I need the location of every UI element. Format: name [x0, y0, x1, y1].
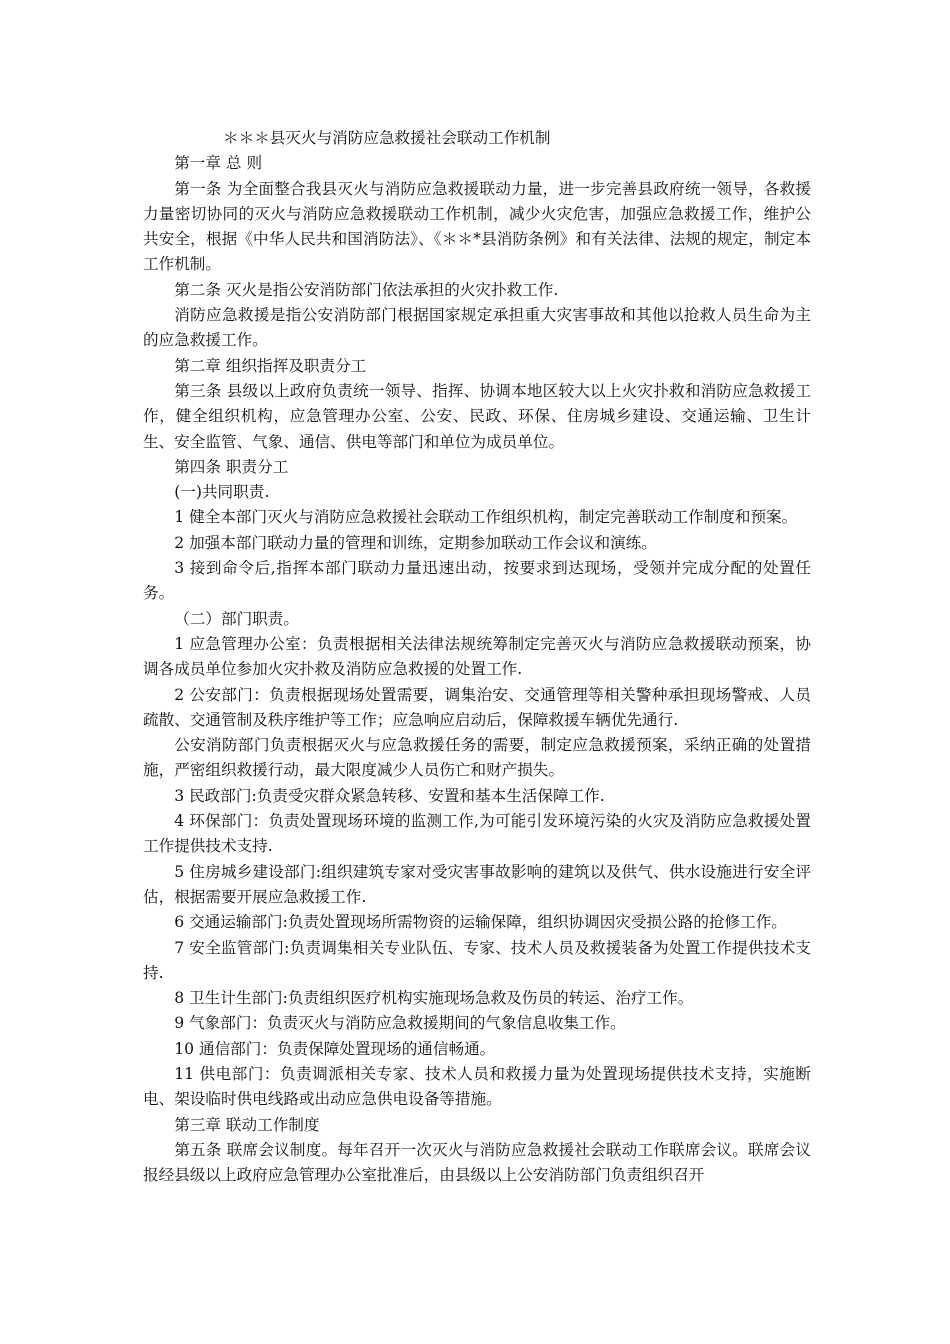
- dept-duty-environment: 4 环保部门：负责处置现场环境的监测工作,为可能引发环境污染的火灾及消防应急救援处置工作提供技术支持.: [143, 812, 811, 856]
- section-common-duties: (一)共同职责.: [174, 483, 270, 502]
- common-duty-2: 2 加强本部门联动力量的管理和训练，定期参加联动工作会议和演练。: [174, 533, 657, 552]
- dept-duty-fire-department: 公安消防部门负责根据灭火与应急救援任务的需要，制定应急救援预案，采纳正确的处置措施，严密组织救援行动，最大限度减少人员伤亡和财产损失。: [143, 736, 811, 780]
- article-2-paragraph: 消防应急救援是指公安消防部门根据国家规定承担重大灾害事故和其他以抢救人员生命为主的应急救援工作。: [143, 306, 811, 350]
- dept-duty-public-security: 2 公安部门：负责根据现场处置需要，调集治安、交通管理等相关警种承担现场警戒、人员疏散、交通管制及秩序维护等工作；应急响应启动后，保障救援车辆优先通行.: [143, 685, 811, 729]
- common-duty-3: 3 接到命令后,指挥本部门联动力量迅速出动，按要求到达现场，受领并完成分配的处置任务。: [143, 559, 811, 603]
- common-duty-1: 1 健全本部门灭火与消防应急救援社会联动工作组织机构，制定完善联动工作制度和预案。: [174, 508, 798, 527]
- dept-duty-emergency-office: 1 应急管理办公室：负责根据相关法律法规统筹制定完善灭火与消防应急救援联动预案，协调各成员单位参加火灾扑救及消防应急救援的处置工作.: [143, 634, 811, 679]
- article-3: 第三条 县级以上政府负责统一领导、指挥、协调本地区较大以上火灾扑救和消防应急救援工作，健全组织机构，应急管理办公室、公安、民政、环保、住房城乡建设、交通运输、卫生计生、安全监管、气象、通信、供电等部门和单位为成员单位。: [143, 381, 811, 451]
- dept-duty-safety: 7 安全监管部门:负责调集相关专业队伍、专家、技术人员及救援装备为处置工作提供技术支持.: [143, 938, 811, 982]
- dept-duty-communications: 10 通信部门：负责保障处置现场的通信畅通。: [174, 1039, 496, 1058]
- dept-duty-housing: 5 住房城乡建设部门:组织建筑专家对受灾害事故影响的建筑以及供气、供水设施进行安全评估，根据需要开展应急救援工作.: [143, 862, 811, 906]
- dept-duty-health: 8 卫生计生部门:负责组织医疗机构实施现场急救及伤员的转运、治疗工作。: [174, 989, 694, 1008]
- article-4-heading: 第四条 职责分工: [174, 457, 289, 476]
- dept-duty-power: 11 供电部门：负责调派相关专家、技术人员和救援力量为处置现场提供技术支持，实施断电、架设临时供电线路或出动应急供电设备等措施。: [143, 1064, 811, 1109]
- chapter-1-heading: 第一章 总 则: [174, 154, 263, 173]
- section-department-duties: （二）部门职责。: [174, 609, 299, 628]
- chapter-3-heading: 第三章 联动工作制度: [174, 1115, 320, 1134]
- article-1: 第一条 为全面整合我县灭火与消防应急救援联动力量，进一步完善县政府统一领导，各救援力量密切协同的灭火与消防应急救援联动工作机制，减少火灾危害，加强应急救援工作，维护公共安全，根据《中华人民共和国消防法》、《＊＊*县消防条例》和有关法律、法规的规定，制定本工作机制。: [143, 179, 811, 274]
- article-5: 第五条 联席会议制度。每年召开一次灭火与消防应急救援社会联动工作联席会议。联席会议报经县级以上政府应急管理办公室批准后，由县级以上公安消防部门负责组织召开: [143, 1140, 811, 1185]
- dept-duty-transport: 6 交通运输部门:负责处置现场所需物资的运输保障，组织协调因灾受损公路的抢修工作。: [174, 913, 787, 932]
- article-2: 第二条 灭火是指公安消防部门依法承担的火灾扑救工作.: [174, 280, 559, 299]
- dept-duty-weather: 9 气象部门：负责灭火与消防应急救援期间的气象信息收集工作。: [174, 1014, 626, 1033]
- document-title: ＊＊＊县灭火与消防应急救援社会联动工作机制: [223, 129, 551, 147]
- dept-duty-civil-affairs: 3 民政部门:负责受灾群众紧急转移、安置和基本生活保障工作.: [174, 786, 605, 805]
- document-page: [143, 126, 811, 1188]
- chapter-2-heading: 第二章 组织指挥及职责分工: [174, 356, 367, 375]
